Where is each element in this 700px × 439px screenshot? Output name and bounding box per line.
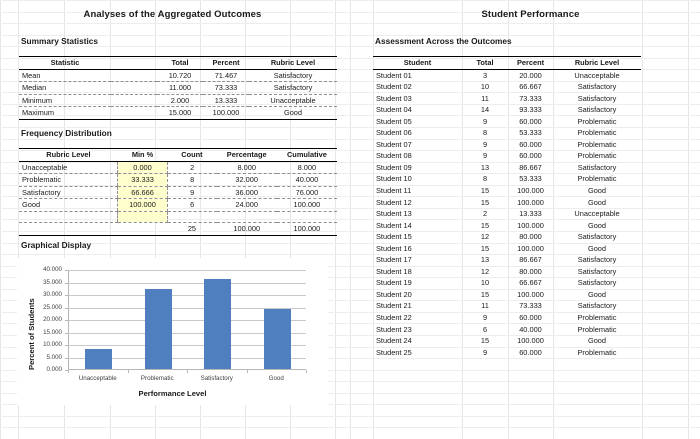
col-cumulative: Cumulative (277, 149, 337, 162)
cell-student: Student 19 (376, 278, 412, 288)
cell-level: Good (19, 199, 118, 212)
table-row (373, 324, 641, 336)
cell-percent: 73.333 (519, 93, 542, 103)
cell-total: 8 (482, 128, 488, 138)
chart-bar[interactable] (264, 309, 291, 369)
table-row (19, 107, 337, 120)
cell-total: 10.720 (157, 69, 203, 82)
table-row (373, 208, 641, 220)
cell-total: 11.000 (157, 82, 203, 95)
left-panel-title: Analyses of the Aggregated Outcomes (83, 9, 262, 20)
cell-student: Student 05 (376, 116, 412, 126)
cell-percent: 93.333 (519, 105, 542, 115)
cell-count: 2 (167, 161, 216, 174)
cell-student: Student 10 (376, 174, 412, 184)
cell-percent: 100.000 (517, 186, 544, 196)
cell-rubric: Satisfactory (577, 278, 617, 288)
cell-percent: 80.000 (519, 266, 542, 276)
cell-percent: 80.000 (519, 232, 542, 242)
col-percentage: Percentage (217, 149, 277, 162)
col-total: Total (157, 57, 203, 70)
cell-rubric: Good (587, 243, 607, 253)
cell-student: Student 21 (376, 301, 412, 311)
cell-total: 10 (480, 278, 490, 288)
chart-y-tick-label: 35.000 (43, 278, 62, 286)
cell-total: 2 (482, 209, 488, 219)
cell-student: Student 09 (376, 162, 412, 172)
cell-total: 9 (482, 139, 488, 149)
cell-student: Student 02 (376, 82, 412, 92)
right-panel-title: Student Performance (481, 9, 580, 20)
chart-y-tick-mark (65, 308, 68, 309)
cell-percent: 86.667 (519, 162, 542, 172)
table-row (19, 94, 337, 107)
table-row (373, 312, 641, 324)
cell-total: 3 (482, 70, 488, 80)
cell-blank (111, 82, 157, 95)
cell-total: 15 (480, 220, 490, 230)
table-header-row (373, 57, 641, 70)
cell-percent: 73.333 (203, 82, 249, 95)
cell-rubric: Satisfactory (249, 82, 337, 95)
cell-student: Student 23 (376, 324, 412, 334)
cell-percentage: 32.000 (217, 174, 277, 187)
cell-rubric: Good (587, 220, 607, 230)
chart-y-tick-mark (65, 358, 68, 359)
table-row (373, 139, 641, 151)
table-row (373, 127, 641, 139)
cell-min-pct: 0.000 (118, 161, 167, 174)
table-row (373, 150, 641, 162)
table-row (19, 199, 337, 212)
col-percent: Percent (203, 57, 249, 70)
col-min-pct: Min % (118, 149, 167, 162)
table-row (373, 81, 641, 93)
chart-x-axis-title: Performance Level (138, 389, 207, 398)
chart-y-tick-label: 0.000 (46, 366, 62, 373)
cell-blank (19, 211, 118, 223)
cell-percentage: 8.000 (217, 161, 277, 174)
cell-percent: 60.000 (519, 116, 542, 126)
cell-min-pct: 66.666 (118, 186, 167, 199)
cell-percent: 60.000 (519, 347, 542, 357)
cell-percent: 86.667 (519, 255, 542, 265)
cell-total: 13 (480, 255, 490, 265)
cell-rubric: Satisfactory (577, 162, 617, 172)
frequency-distribution-table (19, 148, 337, 236)
chart-y-tick-label: 30.000 (43, 291, 62, 298)
cell-blank (217, 211, 277, 223)
chart-x-tick-mark (128, 370, 129, 373)
cell-student: Student 15 (376, 232, 412, 242)
cell-percent: 40.000 (519, 324, 542, 334)
chart-y-tick-mark (65, 295, 68, 296)
table-header-row (19, 57, 337, 70)
chart-x-tick-mark (247, 370, 248, 373)
cell-percent: 100.000 (517, 220, 544, 230)
chart-bar[interactable] (85, 349, 112, 369)
chart-x-tick-label: Unacceptable (78, 375, 117, 382)
chart-y-tick-label: 40.000 (43, 266, 62, 273)
cell-percent: 60.000 (519, 151, 542, 161)
chart-bar[interactable] (145, 289, 172, 369)
cell-total: 9 (482, 313, 488, 323)
cell-student: Student 16 (376, 243, 412, 253)
summary-statistics-heading: Summary Statistics (21, 36, 99, 46)
cell-percent: 53.333 (519, 128, 542, 138)
table-row (373, 231, 641, 243)
cell-student: Student 14 (376, 220, 412, 230)
chart-y-tick-mark (65, 283, 68, 284)
cell-student: Student 24 (376, 336, 412, 346)
cell-blank (118, 223, 167, 236)
cell-rubric: Problematic (577, 139, 617, 149)
cell-student: Student 04 (376, 105, 412, 115)
cell-student: Student 08 (376, 151, 412, 161)
chart-gridline (69, 295, 306, 296)
cell-student: Student 18 (376, 266, 412, 276)
cell-rubric: Problematic (577, 128, 617, 138)
cell-rubric: Unacceptable (574, 70, 620, 80)
cell-rubric: Satisfactory (577, 232, 617, 242)
frequency-distribution-heading: Frequency Distribution (21, 128, 112, 138)
col-rubric-level: Rubric Level (249, 57, 337, 70)
col-statistic: Statistic (19, 57, 111, 70)
frequency-bar-chart[interactable] (17, 258, 328, 405)
table-row (19, 161, 337, 174)
table-row (373, 243, 641, 255)
table-row (373, 335, 641, 347)
cell-percent: 100.000 (203, 107, 249, 120)
chart-x-tick-label: Problematic (140, 375, 174, 382)
cell-percent: 53.333 (519, 174, 542, 184)
cell-total: 10 (480, 82, 490, 92)
cell-percent: 60.000 (519, 313, 542, 323)
cell-rubric: Problematic (577, 347, 617, 357)
graphical-display-heading: Graphical Display (21, 240, 92, 250)
table-row (373, 277, 641, 289)
table-row (373, 185, 641, 197)
cell-rubric: Problematic (577, 324, 617, 334)
chart-y-tick-label: 25.000 (43, 303, 62, 311)
cell-percent: 66.667 (519, 82, 542, 92)
cell-total: 13 (480, 162, 490, 172)
chart-x-tick-mark (187, 370, 188, 373)
cell-cumulative: 100.000 (277, 199, 337, 212)
cell-total: 12 (480, 232, 490, 242)
cell-blank (277, 211, 337, 223)
cell-student: Student 12 (376, 197, 412, 207)
cell-student: Student 20 (376, 289, 412, 299)
cell-percentage: 36.000 (217, 186, 277, 199)
cell-percent: 13.333 (203, 94, 249, 107)
cell-rubric: Satisfactory (577, 105, 617, 115)
cell-count: 9 (167, 186, 216, 199)
chart-y-tick-label: 15.000 (43, 328, 62, 336)
table-row (373, 93, 641, 105)
col-total: Total (462, 57, 508, 70)
cell-blank (111, 94, 157, 107)
chart-y-tick-mark (65, 333, 68, 334)
table-row (19, 82, 337, 95)
col-student: Student (373, 57, 462, 70)
col-blank (111, 57, 157, 70)
cell-statistic: Minimum (19, 94, 111, 107)
cell-percent: 100.000 (517, 289, 544, 299)
cell-cumulative: 8.000 (277, 161, 337, 174)
table-row (373, 173, 641, 185)
cell-statistic: Median (19, 82, 111, 95)
table-row (373, 220, 641, 232)
cell-statistic: Mean (19, 69, 111, 82)
chart-y-tick-mark (65, 270, 68, 271)
student-performance-table (373, 56, 641, 358)
cell-rubric: Good (587, 186, 607, 196)
cell-rubric: Satisfactory (577, 93, 617, 103)
cell-percentage: 24.000 (217, 199, 277, 212)
cell-student: Student 03 (376, 93, 412, 103)
cell-total: 12 (480, 266, 490, 276)
cell-blank (167, 211, 216, 223)
col-count: Count (167, 149, 216, 162)
cell-blank (111, 107, 157, 120)
cell-rubric: Unacceptable (249, 94, 337, 107)
table-row (373, 347, 641, 359)
table-row (373, 254, 641, 266)
cell-cumulative: 76.000 (277, 186, 337, 199)
cell-statistic: Maximum (19, 107, 111, 120)
table-row (373, 289, 641, 301)
table-row (373, 266, 641, 278)
cell-percent: 20.000 (519, 70, 542, 80)
cell-level: Unacceptable (19, 161, 118, 174)
cell-blank (111, 69, 157, 82)
cell-total: 15.000 (157, 107, 203, 120)
chart-gridline (69, 270, 306, 271)
cell-total: 15 (480, 243, 490, 253)
chart-x-tick-label: Satisfactory (200, 375, 233, 382)
cell-total: 2.000 (157, 94, 203, 107)
cell-percent: 100.000 (517, 243, 544, 253)
cell-rubric: Problematic (577, 151, 617, 161)
cell-percent: 13.333 (519, 209, 542, 219)
cell-rubric: Good (249, 107, 337, 120)
cell-min-pct: 100.000 (118, 199, 167, 212)
cell-percent: 100.000 (517, 336, 544, 346)
cell-rubric: Unacceptable (574, 209, 620, 219)
cell-percent: 60.000 (519, 139, 542, 149)
cell-rubric: Problematic (577, 174, 617, 184)
table-row (19, 186, 337, 199)
cell-total-cumulative: 100.000 (277, 223, 337, 236)
assessment-subtitle: Assessment Across the Outcomes (375, 36, 512, 46)
chart-y-tick-label: 10.000 (43, 341, 62, 348)
cell-percent: 71.467 (203, 69, 249, 82)
cell-level: Satisfactory (19, 186, 118, 199)
chart-plot-area (68, 270, 306, 370)
cell-student: Student 17 (376, 255, 412, 265)
chart-y-tick-mark (65, 345, 68, 346)
cell-total-count: 25 (167, 223, 216, 236)
cell-total: 9 (482, 347, 488, 357)
table-row (373, 104, 641, 116)
chart-y-tick-label: 20.000 (43, 316, 62, 323)
table-row (373, 300, 641, 312)
cell-rubric: Satisfactory (249, 69, 337, 82)
cell-student: Student 06 (376, 128, 412, 138)
table-row (19, 174, 337, 187)
chart-bar[interactable] (204, 279, 231, 369)
table-row (373, 69, 641, 81)
cell-rubric: Satisfactory (577, 266, 617, 276)
cell-total: 15 (480, 197, 490, 207)
cell-count: 8 (167, 174, 216, 187)
table-row (373, 162, 641, 174)
col-percent: Percent (508, 57, 553, 70)
cell-student: Student 25 (376, 347, 412, 357)
chart-x-tick-mark (306, 370, 307, 373)
chart-x-tick-mark (68, 370, 69, 373)
table-row (19, 69, 337, 82)
table-spacer-row (19, 211, 337, 223)
summary-statistics-table (19, 56, 337, 120)
table-row (373, 197, 641, 209)
cell-min-pct: 33.333 (118, 174, 167, 187)
cell-rubric: Satisfactory (577, 301, 617, 311)
table-row (373, 116, 641, 128)
cell-rubric: Satisfactory (577, 255, 617, 265)
cell-rubric: Good (587, 336, 607, 346)
cell-student: Student 11 (376, 186, 412, 196)
cell-total: 6 (482, 324, 488, 334)
table-header-row (19, 149, 337, 162)
cell-rubric: Problematic (577, 313, 617, 323)
cell-total: 11 (481, 93, 489, 103)
cell-total: 11 (481, 301, 489, 311)
cell-percent: 66.667 (519, 278, 542, 288)
cell-total: 8 (482, 174, 488, 184)
cell-blank (19, 223, 118, 236)
table-totals-row (19, 223, 337, 236)
cell-student: Student 01 (376, 70, 412, 80)
cell-student: Student 07 (376, 139, 412, 149)
cell-total: 15 (480, 336, 490, 346)
cell-cumulative: 40.000 (277, 174, 337, 187)
cell-percent: 100.000 (517, 197, 544, 207)
cell-rubric: Good (587, 197, 607, 207)
chart-y-axis-title: Percent of Students (27, 298, 36, 370)
cell-total-percentage: 100.000 (217, 223, 277, 236)
chart-x-tick-label: Good (268, 375, 284, 382)
chart-y-tick-mark (65, 320, 68, 321)
chart-y-tick-label: 5.000 (46, 353, 62, 361)
chart-gridline (69, 283, 306, 284)
cell-student: Student 13 (376, 209, 412, 219)
cell-total: 15 (480, 289, 490, 299)
cell-rubric: Good (587, 289, 607, 299)
cell-blank-highlight (118, 211, 167, 223)
cell-student: Student 22 (376, 313, 412, 323)
cell-percent: 73.333 (519, 301, 542, 311)
cell-count: 6 (167, 199, 216, 212)
col-rubric-level: Rubric Level (553, 57, 641, 70)
cell-total: 15 (480, 186, 490, 196)
col-rubric-level: Rubric Level (19, 149, 118, 162)
cell-level: Problematic (19, 174, 118, 187)
cell-total: 9 (482, 151, 488, 161)
cell-rubric: Problematic (577, 116, 617, 126)
cell-rubric: Satisfactory (577, 82, 617, 92)
cell-total: 9 (482, 116, 488, 126)
cell-total: 14 (480, 105, 490, 115)
